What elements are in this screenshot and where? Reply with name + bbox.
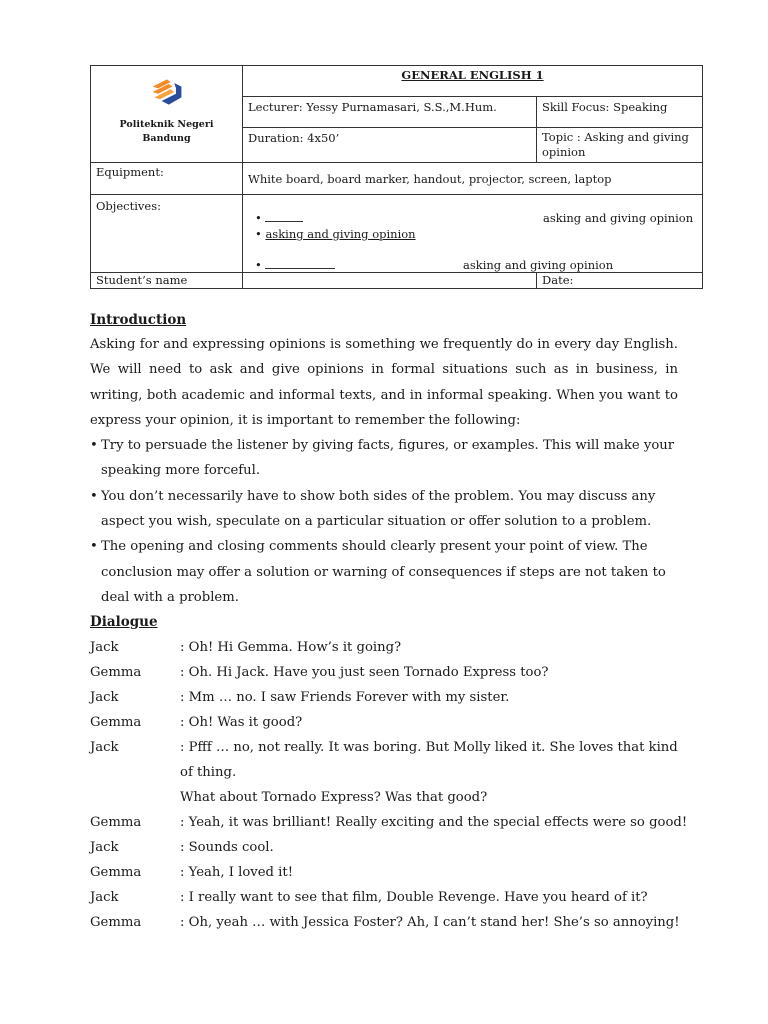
topic-line-1: Topic : Asking and giving <box>542 130 689 144</box>
introduction-heading: Introduction <box>90 312 187 328</box>
objective-2-text: asking and giving opinion <box>265 227 416 241</box>
speaker: Gemma <box>90 915 142 930</box>
duration-cell: Duration: 4x50’ <box>243 128 537 163</box>
objective-1-text: asking and giving opinion <box>543 211 694 225</box>
speaker <box>90 785 180 810</box>
dialogue-line <box>90 860 690 885</box>
objectives-cell <box>243 195 703 273</box>
course-title: GENERAL ENGLISH 1 <box>243 66 703 97</box>
dialogue-heading: Dialogue <box>90 614 158 630</box>
speaker: Gemma <box>90 815 142 830</box>
utterance: : Mm … no. I saw Friends Forever with my sister. <box>180 690 510 705</box>
dialogue-line <box>90 810 690 835</box>
skill-focus-cell: Skill Focus: Speaking <box>537 97 703 128</box>
list-item: • The opening and closing comments should clearly present your point of view. The conclusion may offer a solution or warning of consequences if steps are not taken to deal with a problem. <box>90 534 678 610</box>
speaker: Jack <box>90 640 119 655</box>
dialogue-line <box>90 885 690 910</box>
lesson-header-table <box>90 65 703 289</box>
utterance: : Oh! Was it good? <box>180 715 303 730</box>
objective-1: • asking and giving opinion <box>255 211 694 225</box>
equipment-value: White board, board marker, handout, projector, screen, laptop <box>243 163 703 195</box>
dialogue-section <box>90 612 690 935</box>
speaker: Jack <box>90 690 119 705</box>
topic-cell <box>537 128 703 163</box>
topic-line-2: opinion <box>542 145 586 159</box>
speaker: Gemma <box>90 715 142 730</box>
objectives-label: Objectives: <box>91 195 243 273</box>
students-name-field[interactable] <box>243 273 537 289</box>
lecturer-cell: Lecturer: Yessy Purnamasari, S.S.,M.Hum. <box>243 97 537 128</box>
utterance: : Oh. Hi Jack. Have you just seen Tornado Express too? <box>180 665 549 680</box>
logo-cell <box>91 66 243 163</box>
list-item: • You don’t necessarily have to show both sides of the problem. You may discuss any aspect you wish, speculate on a particular situation or offer solution to a problem. <box>90 484 678 535</box>
utterance: : I really want to see that film, Double Revenge. Have you heard of it? <box>180 890 648 905</box>
dialogue-line <box>90 710 690 735</box>
utterance: : Oh! Hi Gemma. How’s it going? <box>180 640 402 655</box>
dialogue-line <box>90 635 690 660</box>
dialogue-line <box>90 685 690 710</box>
speaker: Jack <box>90 740 119 755</box>
dialogue-line <box>90 735 690 785</box>
dialogue-line <box>90 910 690 935</box>
speaker: Gemma <box>90 865 142 880</box>
dialogue-line <box>90 785 690 810</box>
utterance: : Yeah, I loved it! <box>180 865 294 880</box>
objective-3-text: asking and giving opinion <box>463 258 614 272</box>
date-label: Date: <box>537 273 703 289</box>
objective-3: • asking and giving opinion <box>255 258 614 272</box>
institution-name: Politeknik Negeri Bandung <box>119 119 214 144</box>
dialogue-line <box>90 660 690 685</box>
speaker: Jack <box>90 890 119 905</box>
utterance: : Yeah, it was brilliant! Really exciting and the special effects were so good! <box>180 815 688 830</box>
dialogue-line <box>90 835 690 860</box>
dialogue-lines <box>90 635 690 935</box>
introduction-paragraph: Asking for and expressing opinions is something we frequently do in every day English. We will need to ask and give opinions in formal situations such as in business, in writing, both academic and informal texts, and in informal speaking. When you want to express your opinion, it is important to remember the following: <box>90 337 678 428</box>
speaker: Jack <box>90 840 119 855</box>
speaker: Gemma <box>90 665 142 680</box>
utterance: : Sounds cool. <box>180 840 274 855</box>
polban-logo-icon <box>149 74 185 110</box>
introduction-bullets <box>90 433 678 610</box>
students-name-label: Student’s name <box>91 273 243 289</box>
utterance: : Pfff … no, not really. It was boring. But Molly liked it. She loves that kind of thing. <box>180 740 678 780</box>
utterance: : Oh, yeah … with Jessica Foster? Ah, I can’t stand her! She’s so annoying! <box>180 915 680 930</box>
blank-line <box>265 258 335 269</box>
equipment-label: Equipment: <box>91 163 243 195</box>
objective-2: • asking and giving opinion <box>255 227 416 241</box>
list-item: • Try to persuade the listener by giving facts, figures, or examples. This will make your speaking more forceful. <box>90 433 678 484</box>
introduction-section <box>90 311 678 610</box>
utterance: What about Tornado Express? Was that good? <box>180 790 488 805</box>
blank-line <box>265 211 303 222</box>
